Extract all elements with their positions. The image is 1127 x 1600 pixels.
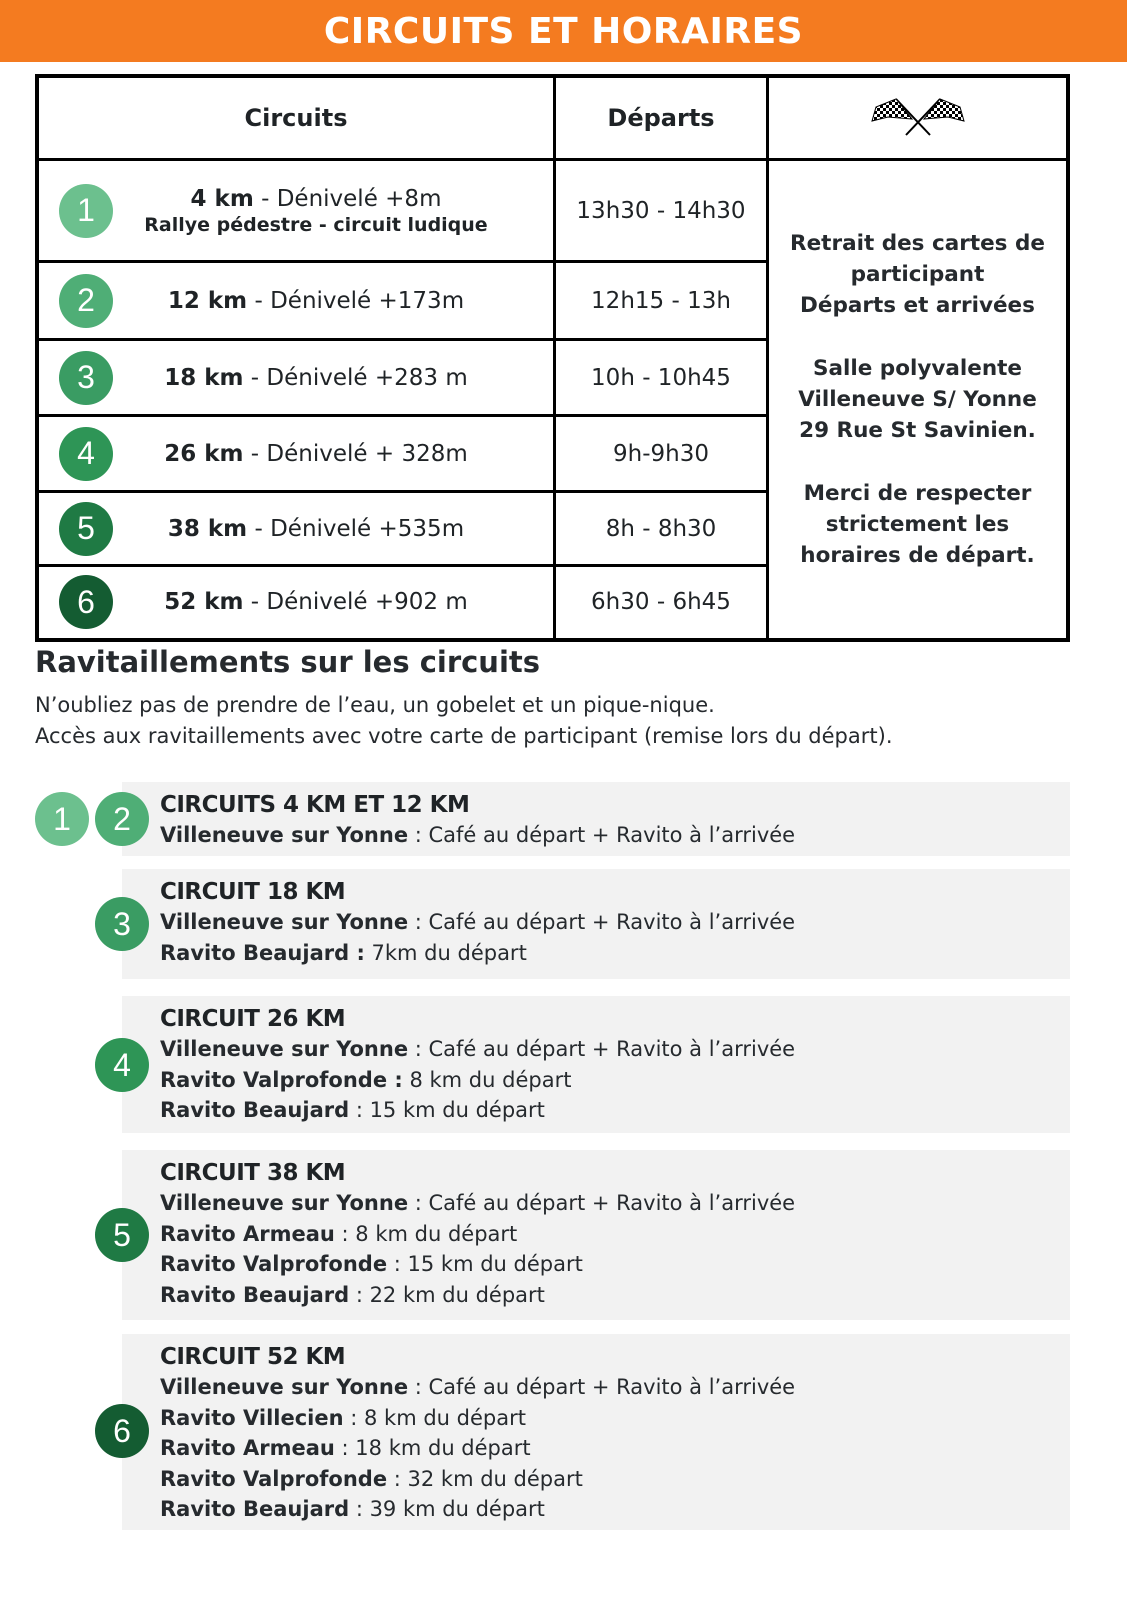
circuit-distance: 4 km <box>190 185 254 212</box>
departure-time: 10h - 10h45 <box>555 340 768 416</box>
info-cell: Retrait des cartes de participant Départs et arrivées Salle polyvalente Villeneuve S/ Yonne 29 Rue St Savinien. Merci de respecter strictement les horaires de départ. <box>768 160 1069 640</box>
circuit-badge-3: 3 <box>59 351 113 405</box>
circuit-badge-1: 1 <box>35 792 89 846</box>
header-departs: Départs <box>555 76 768 160</box>
circuit-badge-4: 4 <box>95 1038 149 1092</box>
header-flags <box>768 76 1069 160</box>
checkered-flags-icon <box>868 93 968 137</box>
circuit-badge-4: 4 <box>59 427 113 481</box>
circuit-badge-2: 2 <box>59 274 113 328</box>
table-row: 2 12 km - Dénivelé +173m 12h15 - 13h <box>37 262 1068 340</box>
refreshment-card: 6 CIRCUIT 52 KM Villeneuve sur Yonne : Café au départ + Ravito à l’arrivée Ravito Villecien : 8 km du départ Ravito Armeau : 18 km du départ Ravito Valprofonde : 32 km du départ Ravito Beaujard : 39 km du départ <box>122 1334 1070 1530</box>
circuit-badge-6: 6 <box>95 1404 149 1458</box>
header-circuits: Circuits <box>37 76 555 160</box>
schedule-table <box>35 74 1070 642</box>
refreshment-card: 5 CIRCUIT 38 KM Villeneuve sur Yonne : Café au départ + Ravito à l’arrivée Ravito Armeau : 8 km du départ Ravito Valprofonde : 15 km du départ Ravito Beaujard : 22 km du départ <box>122 1150 1070 1320</box>
section-intro: N’oubliez pas de prendre de l’eau, un gobelet et un pique-nique. Accès aux ravitaillements avec votre carte de participant (remise lors du départ). <box>35 693 893 748</box>
departure-time: 6h30 - 6h45 <box>555 566 768 640</box>
table-row: 3 18 km - Dénivelé +283 m 10h - 10h45 <box>37 340 1068 416</box>
page-title: CIRCUITS ET HORAIRES <box>323 10 804 52</box>
refreshment-card: 4 CIRCUIT 26 KM Villeneuve sur Yonne : Café au départ + Ravito à l’arrivée Ravito Valprofonde : 8 km du départ Ravito Beaujard : 15 km du départ <box>122 996 1070 1133</box>
table-row: 4 26 km - Dénivelé + 328m 9h-9h30 <box>37 416 1068 492</box>
table-row: 1 4 km - Dénivelé +8m Rallye pédestre - circuit ludique 13h30 - 14h30 Retrait des cartes de participant Départs et arrivées Salle polyvalente Villeneuve S/ Yonne 29 Rue St Savinien. Merci de respecter strictement les horaires de départ. <box>37 160 1068 262</box>
circuit-badge-5: 5 <box>95 1208 149 1262</box>
refreshment-card: 3 CIRCUIT 18 KM Villeneuve sur Yonne : Café au départ + Ravito à l’arrivée Ravito Beaujard : 7km du départ <box>122 869 1070 979</box>
circuit-badge-6: 6 <box>59 575 113 629</box>
circuit-badge-2: 2 <box>95 792 149 846</box>
header-banner <box>0 0 1127 62</box>
circuit-badge-5: 5 <box>59 502 113 556</box>
refreshment-card: 1 2 CIRCUITS 4 KM ET 12 KM Villeneuve sur Yonne : Café au départ + Ravito à l’arrivée <box>122 782 1070 856</box>
circuit-badge-1: 1 <box>59 184 113 238</box>
departure-time: 9h-9h30 <box>555 416 768 492</box>
circuit-elevation: Dénivelé +8m <box>276 185 442 212</box>
table-header-row <box>37 76 1068 160</box>
circuit-badge-3: 3 <box>95 897 149 951</box>
departure-time: 8h - 8h30 <box>555 492 768 566</box>
section-title: Ravitaillements sur les circuits <box>35 645 541 679</box>
circuit-subtitle: Rallye pédestre - circuit ludique <box>144 213 488 236</box>
table-row: 5 38 km - Dénivelé +535m 8h - 8h30 <box>37 492 1068 566</box>
table-row: 6 52 km - Dénivelé +902 m 6h30 - 6h45 <box>37 566 1068 640</box>
departure-time: 13h30 - 14h30 <box>555 160 768 262</box>
departure-time: 12h15 - 13h <box>555 262 768 340</box>
